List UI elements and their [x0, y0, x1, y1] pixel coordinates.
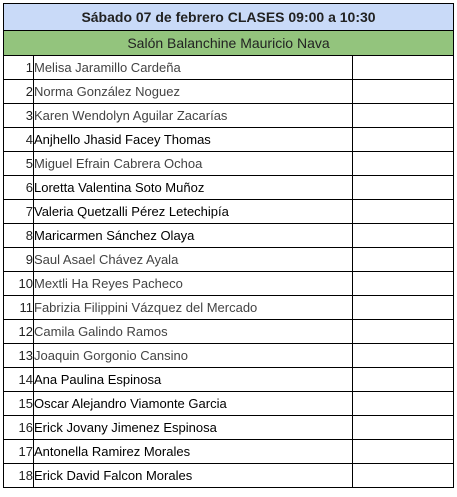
table-row: [4, 368, 454, 392]
table-row: [4, 392, 454, 416]
student-name-cell[interactable]: Ana Paulina Espinosa: [34, 368, 353, 392]
student-name-cell[interactable]: Loretta Valentina Soto Muñoz: [34, 176, 353, 200]
row-number-cell[interactable]: 16: [4, 416, 34, 440]
empty-cell[interactable]: [353, 152, 454, 176]
student-name-cell[interactable]: Camila Galindo Ramos: [34, 320, 353, 344]
row-number-cell[interactable]: 14: [4, 368, 34, 392]
empty-cell[interactable]: [353, 176, 454, 200]
table-row: [4, 296, 454, 320]
row-number-cell[interactable]: 3: [4, 104, 34, 128]
table-row: [4, 248, 454, 272]
table-row: [4, 224, 454, 248]
table-row: [4, 416, 454, 440]
student-name-cell[interactable]: Maricarmen Sánchez Olaya: [34, 224, 353, 248]
student-name-cell[interactable]: Anjhello Jhasid Facey Thomas: [34, 128, 353, 152]
room-name-cell[interactable]: Salón Balanchine Mauricio Nava: [4, 31, 454, 56]
student-name-cell[interactable]: Fabrizia Filippini Vázquez del Mercado: [34, 296, 353, 320]
student-name-cell[interactable]: Erick Jovany Jimenez Espinosa: [34, 416, 353, 440]
empty-cell[interactable]: [353, 368, 454, 392]
table-row: [4, 200, 454, 224]
empty-cell[interactable]: [353, 200, 454, 224]
row-number-cell[interactable]: 17: [4, 440, 34, 464]
table-row: [4, 464, 454, 488]
subtitle-row: [4, 31, 454, 56]
empty-cell[interactable]: [353, 344, 454, 368]
student-name-cell[interactable]: Antonella Ramirez Morales: [34, 440, 353, 464]
student-name-cell[interactable]: Saul Asael Chávez Ayala: [34, 248, 353, 272]
table-row: [4, 128, 454, 152]
empty-cell[interactable]: [353, 104, 454, 128]
table-row: [4, 440, 454, 464]
row-number-cell[interactable]: 8: [4, 224, 34, 248]
row-number-cell[interactable]: 1: [4, 56, 34, 80]
row-number-cell[interactable]: 12: [4, 320, 34, 344]
row-number-cell[interactable]: 15: [4, 392, 34, 416]
empty-cell[interactable]: [353, 464, 454, 488]
sheet-body: [4, 4, 454, 488]
student-name-cell[interactable]: Karen Wendolyn Aguilar Zacarías: [34, 104, 353, 128]
table-row: [4, 80, 454, 104]
table-row: [4, 344, 454, 368]
student-name-cell[interactable]: Oscar Alejandro Viamonte Garcia: [34, 392, 353, 416]
row-number-cell[interactable]: 6: [4, 176, 34, 200]
empty-cell[interactable]: [353, 296, 454, 320]
row-number-cell[interactable]: 9: [4, 248, 34, 272]
row-number-cell[interactable]: 5: [4, 152, 34, 176]
empty-cell[interactable]: [353, 80, 454, 104]
attendance-sheet: [3, 3, 454, 488]
row-number-cell[interactable]: 13: [4, 344, 34, 368]
empty-cell[interactable]: [353, 320, 454, 344]
sheet-title-cell[interactable]: Sábado 07 de febrero CLASES 09:00 a 10:30: [4, 4, 454, 31]
student-name-cell[interactable]: Mextli Ha Reyes Pacheco: [34, 272, 353, 296]
empty-cell[interactable]: [353, 272, 454, 296]
row-number-cell[interactable]: 11: [4, 296, 34, 320]
student-name-cell[interactable]: Erick David Falcon Morales: [34, 464, 353, 488]
empty-cell[interactable]: [353, 224, 454, 248]
row-number-cell[interactable]: 18: [4, 464, 34, 488]
table-row: [4, 272, 454, 296]
empty-cell[interactable]: [353, 248, 454, 272]
student-name-cell[interactable]: Valeria Quetzalli Pérez Letechipía: [34, 200, 353, 224]
student-name-cell[interactable]: Miguel Efrain Cabrera Ochoa: [34, 152, 353, 176]
student-name-cell[interactable]: Melisa Jaramillo Cardeña: [34, 56, 353, 80]
table-row: [4, 152, 454, 176]
row-number-cell[interactable]: 2: [4, 80, 34, 104]
table-row: [4, 56, 454, 80]
empty-cell[interactable]: [353, 416, 454, 440]
student-name-cell[interactable]: Norma González Noguez: [34, 80, 353, 104]
table-row: [4, 104, 454, 128]
empty-cell[interactable]: [353, 56, 454, 80]
row-number-cell[interactable]: 7: [4, 200, 34, 224]
empty-cell[interactable]: [353, 128, 454, 152]
student-name-cell[interactable]: Joaquin Gorgonio Cansino: [34, 344, 353, 368]
row-number-cell[interactable]: 4: [4, 128, 34, 152]
title-row: [4, 4, 454, 31]
table-row: [4, 176, 454, 200]
empty-cell[interactable]: [353, 440, 454, 464]
table-row: [4, 320, 454, 344]
row-number-cell[interactable]: 10: [4, 272, 34, 296]
empty-cell[interactable]: [353, 392, 454, 416]
